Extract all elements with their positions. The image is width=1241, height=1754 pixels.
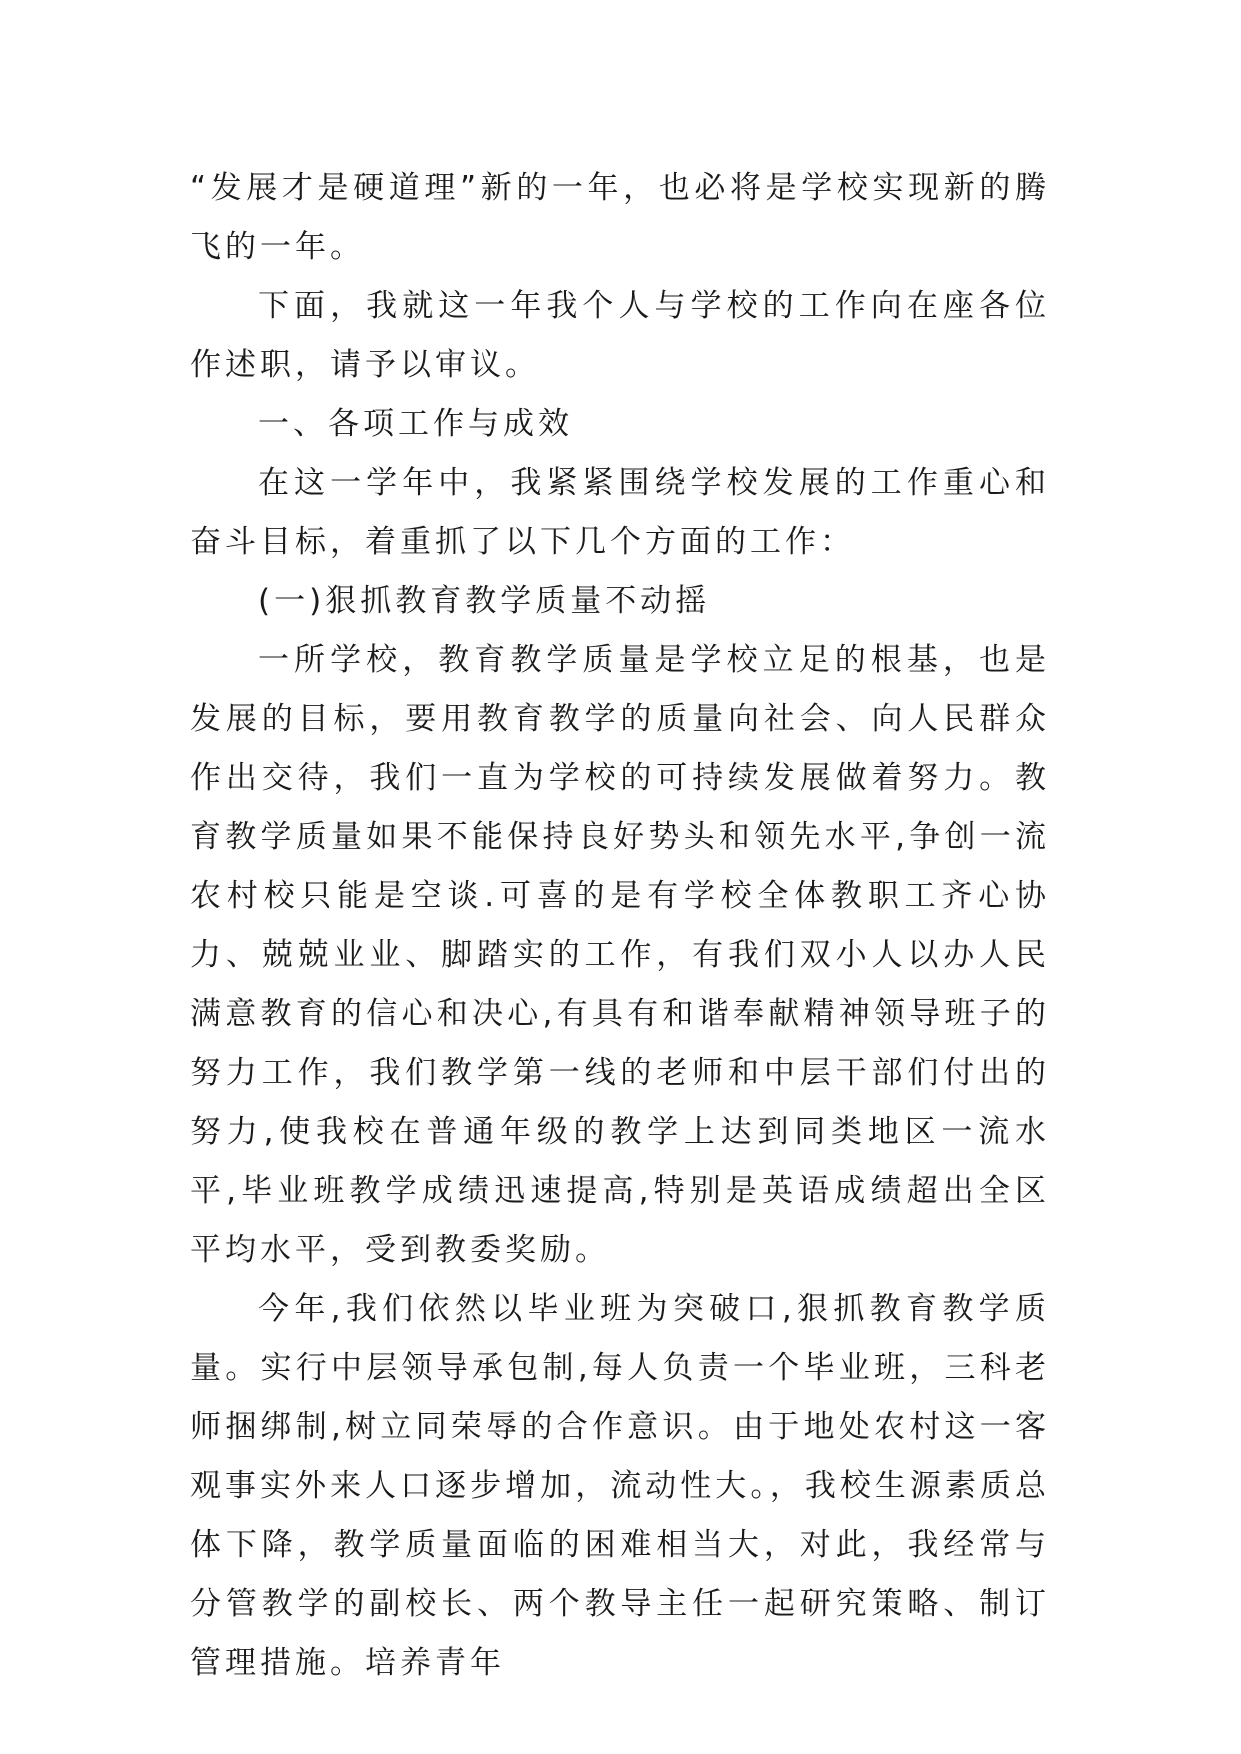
subsection-heading: (一)狠抓教育教学质量不动摇: [258, 583, 711, 619]
paragraph-this-year: 今年,我们依然以毕业班为突破口,狠抓教育教学质量。实行中层领导承包制,每人负责一个毕业班，三科老师捆绑制,树立同荣辱的合作意识。由于地处农村这一客观事实外来人口逐步增加，流动性大。，我校生源素质总体下降，教学质量面临的困难相当大，对此，我经常与分管教学的副校长、两个教导主任一起研究策略、制订管理措施。培养青年: [190, 1291, 1050, 1681]
document-body: [190, 159, 1050, 1693]
paragraph-quality: 一所学校，教育教学质量是学校立足的根基，也是发展的目标，要用教育教学的质量向社会、向人民群众作出交待，我们一直为学校的可持续发展做着努力。教育教学质量如果不能保持良好势头和领先水平,争创一流农村校只能是空谈.可喜的是有学校全体教职工齐心协力、兢兢业业、脚踏实的工作，有我们双小人以办人民满意教育的信心和决心,有具有和谐奉献精神领导班子的努力工作，我们教学第一线的老师和中层干部们付出的努力,使我校在普通年级的教学上达到同类地区一流水平,毕业班教学成绩迅速提高,特别是英语成绩超出全区平均水平，受到教委奖励。: [190, 642, 1050, 1268]
paragraph-intro: 下面，我就这一年我个人与学校的工作向在座各位作述职，请予以审议。: [190, 288, 1050, 383]
section-heading: 一、各项工作与成效: [258, 406, 573, 442]
paragraph-overview: 在这一学年中，我紧紧围绕学校发展的工作重心和奋斗目标，着重抓了以下几个方面的工作：: [190, 465, 1050, 560]
paragraph-continuation: “发展才是硬道理”新的一年，也必将是学校实现新的腾飞的一年。: [190, 170, 1050, 265]
